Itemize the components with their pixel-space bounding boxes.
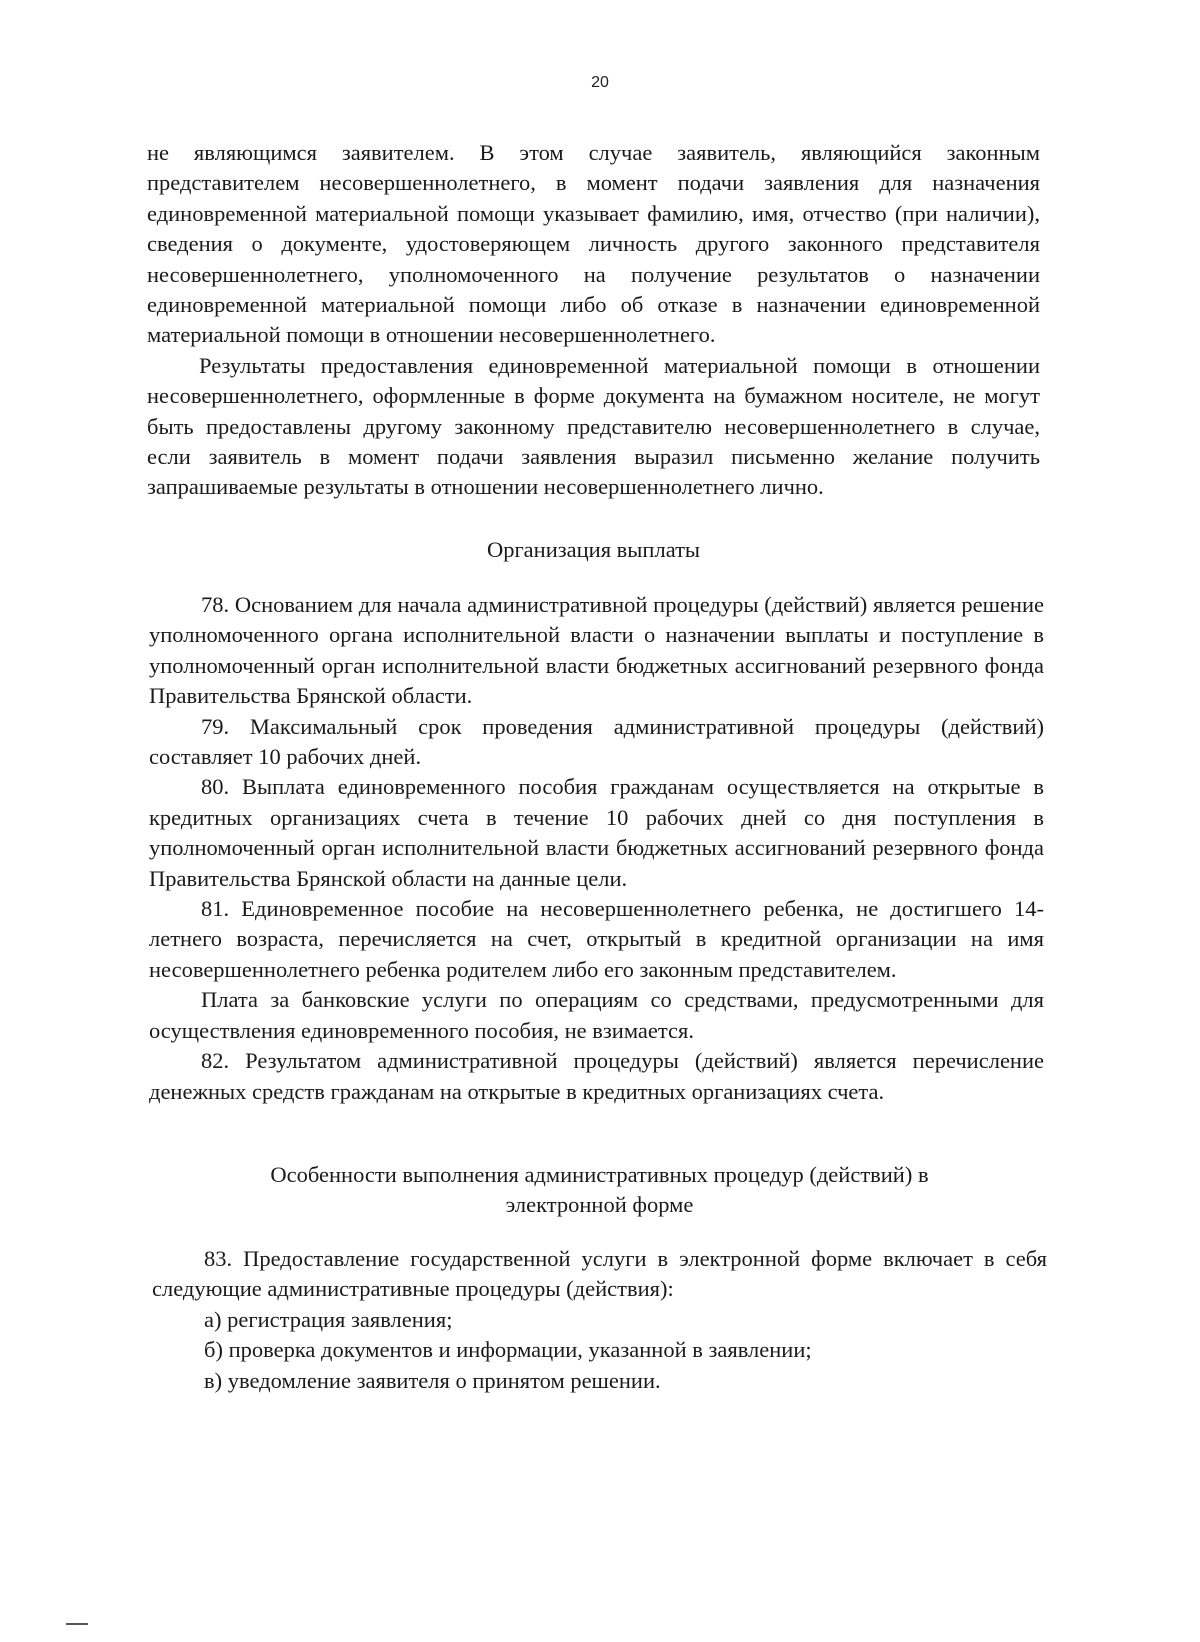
paragraph-continuation: не являющимся заявителем. В этом случае заявитель, являющийся законным представителем несовершеннолетнего, в момент подачи заявления для назначения единовременной материальной помощи указывает фамилию, имя, отчество (при наличии), сведения о документе, удостоверяющем личность другого законного представителя несовершеннолетнего, уполномоченного на получение результатов о назначении единовременной материальной помощи либо об отказе в назначении единовременной материальной помощи в отношении несовершеннолетнего. (147, 140, 1040, 348)
paragraph-results: Результаты предоставления единовременной материальной помощи в отношении несовершеннолетнего, оформленные в форме документа на бумажном носителе, не могут быть предоставлены другому законному представителю несовершеннолетнего в случае, если заявитель в момент подачи заявления выразил письменно желание получить запрашиваемые результаты в отношении несовершеннолетнего лично. (147, 352, 1040, 500)
list-item: б) проверка документов и информации, указанной в заявлении; (204, 1337, 812, 1363)
section-2 (149, 590, 1044, 1107)
paragraph-79: 79. Максимальный срок проведения административной процедуры (действий) составляет 10 рабочих дней. (149, 713, 1044, 770)
section-heading-payment: Организация выплаты (486, 537, 701, 562)
section-1 (147, 138, 1040, 503)
paragraph-81-bank-fees: Плата за банковские услуги по операциям со средствами, предусмотренными для осуществления единовременного пособия, не взимается. (149, 987, 1044, 1043)
section-heading-electronic-line-1: Особенности выполнения административных процедур (действий) в (270, 1162, 929, 1187)
list-item: в) уведомление заявителя о принятом решении. (204, 1367, 661, 1393)
paragraph-81: 81. Единовременное пособие на несовершеннолетнего ребенка, не достигшего 14-летнего возраста, перечисляется на счет, открытый в кредитной организации на имя несовершеннолетнего ребенка родителем либо его законным представителем. (149, 896, 1044, 982)
scan-edge-mark (66, 1623, 88, 1625)
section-heading-electronic-line-2: электронной форме (505, 1192, 694, 1218)
list-item: а) регистрация заявления; (204, 1306, 453, 1332)
section-3 (152, 1244, 1047, 1396)
paragraph-82: 82. Результатом административной процедуры (действий) является перечисление денежных средств гражданам на открытые в кредитных организациях счета. (149, 1048, 1044, 1104)
paragraph-78: 78. Основанием для начала административной процедуры (действий) является решение уполномоченного органа исполнительной власти о назначении выплаты и поступление в уполномоченный орган исполнительной власти бюджетных ассигнований резервного фонда Правительства Брянской области. (149, 592, 1044, 709)
section-2-heading-block (147, 535, 1040, 565)
paragraph-80: 80. Выплата единовременного пособия гражданам осуществляется на открытые в кредитных организациях счета в течение 10 рабочих дней со дня поступления в уполномоченный орган исполнительной власти бюджетных ассигнований резервного фонда Правительства Брянской области на данные цели. (149, 774, 1044, 891)
section-3-heading-block (152, 1160, 1047, 1221)
page-number: 20 (591, 74, 609, 91)
paragraph-83: 83. Предоставление государственной услуги в электронной форме включает в себя следующие административные процедуры (действия): (152, 1246, 1047, 1302)
